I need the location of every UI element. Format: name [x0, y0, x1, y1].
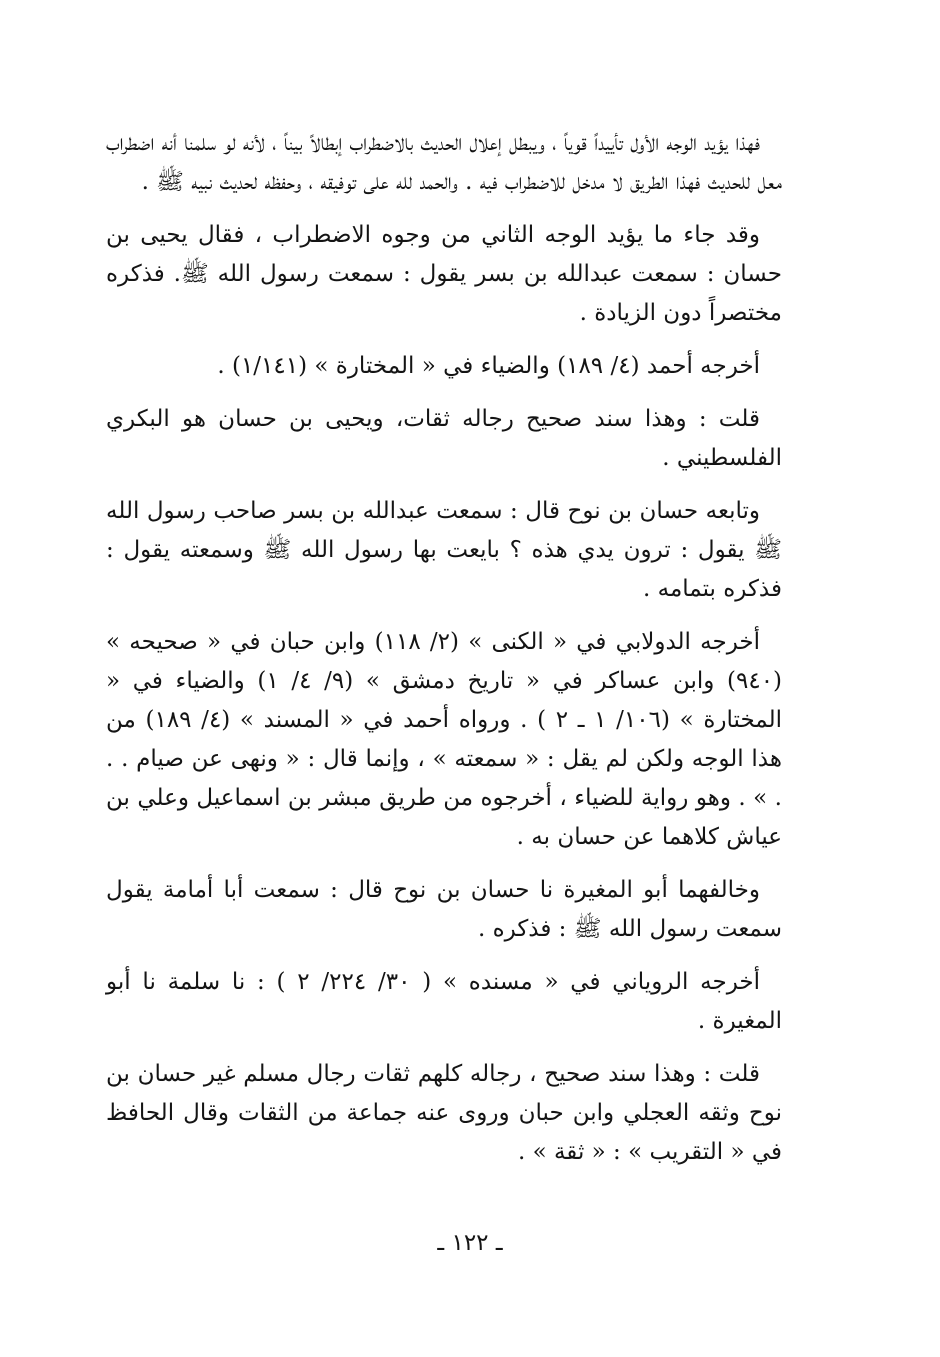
paragraph-2: وقد جاء ما يؤيد الوجه الثاني من وجوه الاضطراب ، فقال يحيى بن حسان : سمعت عبدالله بن بسر يقول : سمعت رسول الله ﷺ. فذكره مختصراً دون الزيادة .	[106, 222, 782, 326]
citation-3: أخرجه الروياني في « مسنده » ( ٣٠/ ٢٢٤/ ٢ ) : نا سلمة نا أبو المغيرة .	[106, 969, 782, 1034]
paragraph-1: فهذا يؤيد الوجه الأول تأييداً قوياً ، ويبطل إعلال الحديث بالاضطراب إبطالاً بيناً ، لأنه لو سلمنا أنه اضطراب معل للحديث فهذا الطريق لا مدخل للاضطراب فيه . والحمد لله على توفيقه ، وحفظه لحديث نبيه ﷺ .	[106, 130, 782, 195]
citation-2: أخرجه الدولابي في « الكنى » (٢/ ١١٨) وابن حبان في « صحيحه » (٩٤٠) وابن عساكر في « تاريخ دمشق » (٩/ ٤/ ١) والضياء في « المختارة » (١٠٦/ ١ ـ ٢ ) . ورواه أحمد في « المسند » (٤/ ١٨٩) من هذا الوجه ولكن لم يقل : « سمعته » ، وإنما قال : « ونهى عن صيام . . . » . وهو رواية للضياء ، أخرجوه من طريق مبشر بن اسماعيل وعلي بن عياش كلاهما عن حسان به .	[106, 629, 783, 850]
citation-1: أخرجه أحمد (٤/ ١٨٩) والضياء في « المختارة » (١/١٤١) .	[217, 353, 760, 379]
paragraph-4: وتابعه حسان بن نوح قال : سمعت عبدالله بن بسر صاحب رسول الله ﷺ يقول : ترون يدي هذه ؟ بايعت بها رسول الله ﷺ وسمعته يقول : فذكره بتمامه .	[106, 498, 782, 602]
page-number: ـ ١٢٢ ـ	[437, 1230, 503, 1256]
paragraph-6: قلت : وهذا سند صحيح ، رجاله كلهم ثقات رجال مسلم غير حسان بن نوح وثقه العجلي وابن حبان وروى عنه جماعة من الثقات وقال الحافظ في « التقريب » : « ثقة » .	[106, 1061, 782, 1165]
paragraph-5: وخالفهما أبو المغيرة نا حسان بن نوح قال : سمعت أبا أمامة يقول سمعت رسول الله ﷺ : فذكره .	[106, 877, 782, 942]
paragraph-3: قلت : وهذا سند صحيح رجاله ثقات، ويحيى بن حسان هو البكري الفلسطيني .	[106, 406, 782, 471]
body-text	[106, 124, 782, 1186]
